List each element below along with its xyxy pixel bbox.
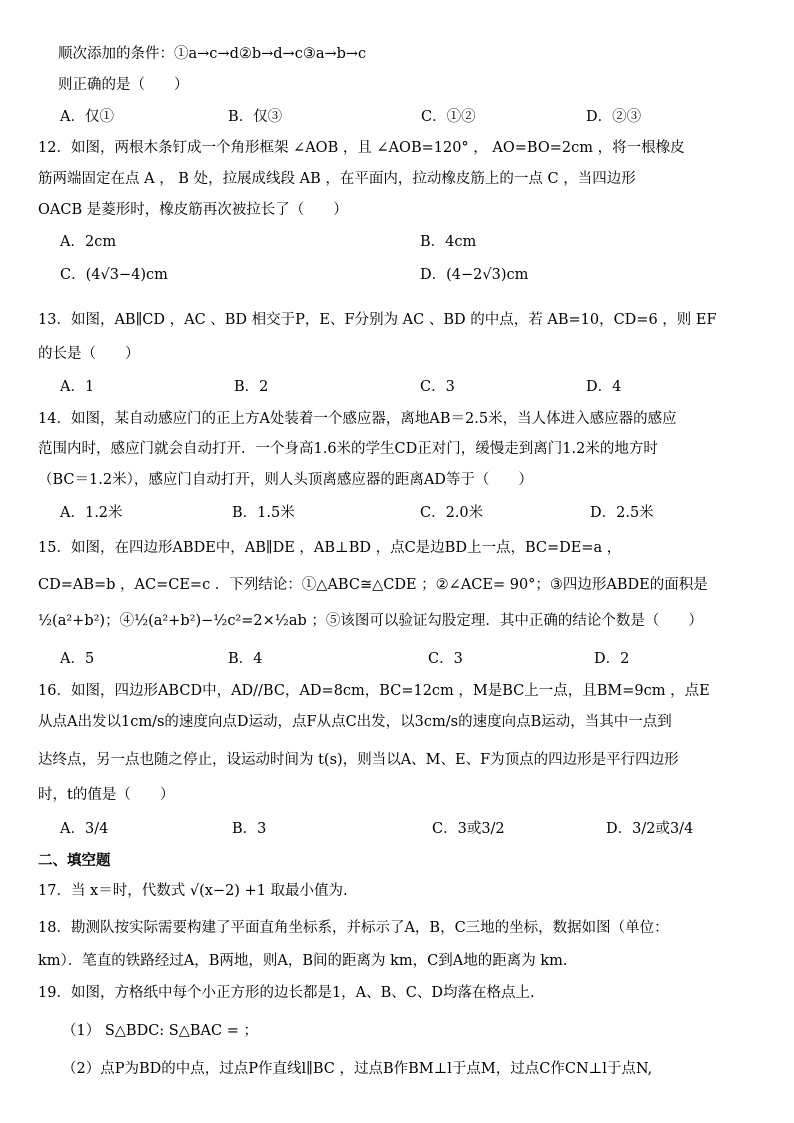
q15-line-1: 15．如图，在四边形ABDE中，AB∥DE ，AB⊥BD ，点C是边BD上一点，BC=DE=a ， [38,540,622,556]
q17-line: 17．当 x＝时，代数式 √(x−2) +1 取最小值为. [38,883,348,899]
q12-line-2: 筋两端固定在点 A ， B 处，拉展成线段 AB ，在平面内，拉动橡皮筋上的一点 C ，当四边形 [38,171,636,187]
q16-option-a: A．3/4 [60,821,109,837]
q13-option-d: D．4 [586,379,622,395]
q14-line-1: 14．如图，某自动感应门的正上方A处装着一个感应器，离地AB＝2.5米，当人体进入感应器的感应 [38,411,677,427]
q11-option-c: C．①② [421,109,476,125]
q18-line-1: 18．勘测队按实际需要构建了平面直角坐标系，并标示了A，B，C三地的坐标，数据如图（单位： [38,920,669,936]
q14-option-d: D．2.5米 [590,505,654,521]
q18-line-2: km）．笔直的铁路经过A，B两地，则A，B间的距离为 km，C到A地的距离为 km. [38,953,568,969]
q14-line-3: （BC＝1.2米），感应门自动打开，则人头顶离感应器的距离AD等于（ ） [38,472,533,488]
q11-option-a: A．仅① [60,109,114,125]
q12-option-c: C．(4√3−4)cm [60,267,168,283]
q16-option-d: D．3/2或3/4 [606,821,694,837]
q15-line-3: ½(a²+b²)；④½(a²+b²)−½c²=2×½ab ；⑤该图可以验证勾股定理．其中正确的结论个数是（ ） [38,613,703,629]
q12-option-a: A．2cm [60,234,117,250]
q13-option-c: C．3 [420,379,455,395]
q15-option-b: B．4 [228,651,263,667]
q13-option-a: A．1 [60,379,95,395]
q14-option-b: B．1.5米 [232,505,295,521]
q19-line-1: 19．如图，方格纸中每个小正方形的边长都是1，A、B、C、D均落在格点上. [38,985,535,1001]
q12-line-3: OACB 是菱形时，橡皮筋再次被拉长了（ ） [38,202,348,218]
q16-line-3: 达终点，另一点也随之停止，设运动时间为 t(s)，则当以A、M、E、F为顶点的四边形是平行四边形 [38,752,679,768]
q12-option-b: B．4cm [420,234,477,250]
q15-line-2: CD=AB=b ，AC=CE=c ．下列结论：①△ABC≅△CDE ；②∠ACE= 90°；③四边形ABDE的面积是 [38,577,708,593]
q12-option-d: D．(4−2√3)cm [420,267,529,283]
q16-option-b: B．3 [232,821,267,837]
q13-line-2: 的长是（ ） [38,346,140,362]
q11-conditions: 顺次添加的条件：①a→c→d②b→d→c③a→b→c [58,46,367,62]
q14-option-a: A．1.2米 [60,505,123,521]
q15-option-a: A．5 [60,651,95,667]
q11-question: 则正确的是（ ） [58,77,189,93]
q19-line-2: （1） S△BDC: S△BAC = ； [62,1023,258,1039]
q14-option-c: C．2.0米 [420,505,484,521]
q14-line-2: 范围内时，感应门就会自动打开．一个身高1.6米的学生CD正对门，缓慢走到离门1.2米的地方时 [38,441,658,457]
q12-line-1: 12．如图，两根木条钉成一个角形框架 ∠AOB ，且 ∠AOB=120° ， AO=BO=2cm ，将一根橡皮 [38,140,685,156]
q16-line-2: 从点A出发以1cm/s的速度向点D运动，点F从点C出发，以3cm/s的速度向点B运动，当其中一点到 [38,714,672,730]
q15-option-c: C．3 [428,651,463,667]
q16-line-4: 时，t的值是（ ） [38,787,175,803]
q13-option-b: B．2 [234,379,269,395]
q13-line-1: 13．如图，AB∥CD ，AC 、BD 相交于P，E、F分别为 AC 、BD 的中点，若 AB=10，CD=6 ，则 EF [38,312,717,328]
q19-line-3: （2）点P为BD的中点，过点P作直线l∥BC ，过点B作BM⊥l于点M，过点C作CN⊥l于点N, [62,1061,653,1077]
q16-option-c: C．3或3/2 [432,821,505,837]
q16-line-1: 16．如图，四边形ABCD中，AD//BC，AD=8cm，BC=12cm ，M是BC上一点，且BM=9cm ，点E [38,683,710,699]
section-heading-fill-in: 二、填空题 [38,853,111,869]
q15-option-d: D．2 [594,651,630,667]
q11-option-b: B．仅③ [228,109,283,125]
q11-option-d: D．②③ [586,109,642,125]
